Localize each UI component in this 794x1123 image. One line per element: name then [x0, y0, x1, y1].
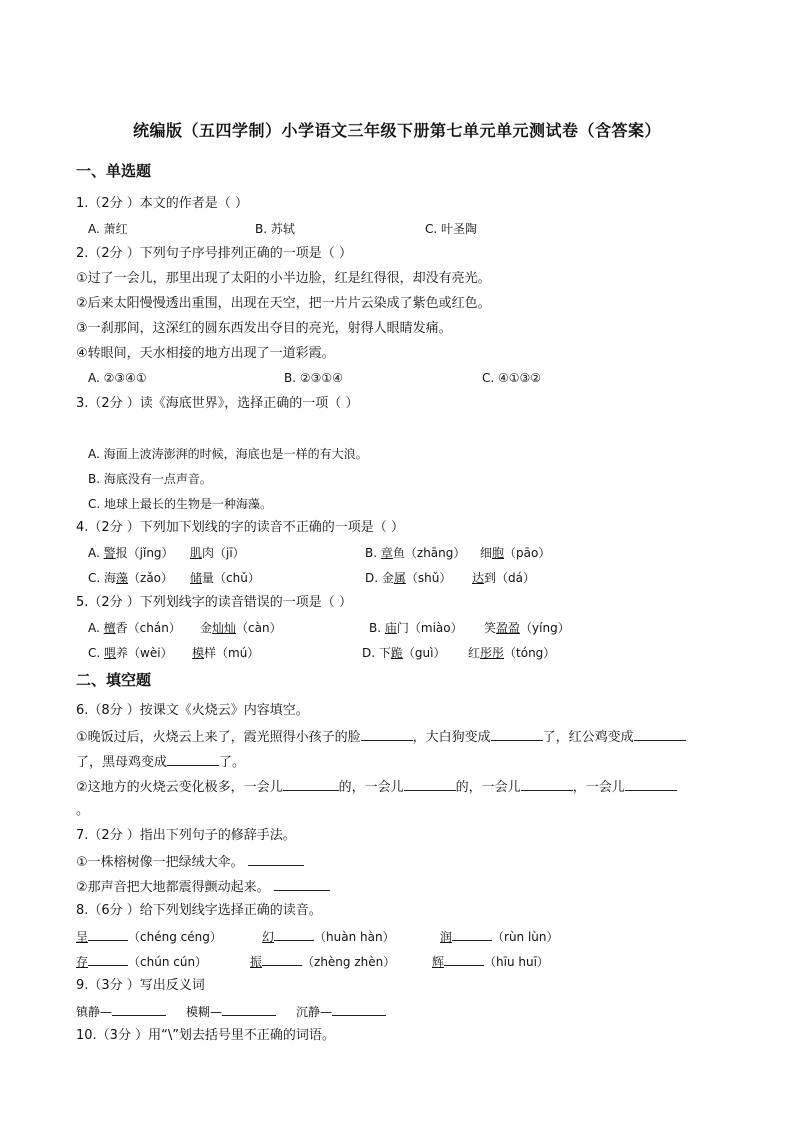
q8-item-4	[76, 952, 207, 971]
q5-option-a	[88, 619, 181, 637]
q5-d2-suffix: （tóng）	[504, 646, 556, 660]
q2-sentence-2: ②后来太阳慢慢透出重围，出现在天空，把一片片云染成了紫色或红色。	[76, 296, 491, 311]
section-single-choice: 一、单选题	[76, 162, 152, 180]
q4-option-c	[88, 569, 173, 587]
q4-option-b-second	[480, 544, 550, 562]
q5-d2-underlined: 彤彤	[480, 646, 505, 660]
q8-blank-4[interactable]	[88, 952, 128, 966]
q5-d1-prefix: D. 下	[362, 646, 391, 660]
q4-stem: 4.（2分 ）下列加下划线的字的读音不正确的一项是（ ）	[76, 520, 404, 535]
q5-d1-suffix: （guì）	[402, 646, 446, 660]
q4-b1-underlined: 章	[380, 546, 393, 560]
q8-pinyin-5: （zhèng zhèn）	[302, 955, 396, 969]
q9-word-2: 模糊—	[186, 1005, 223, 1019]
q4-c1-prefix: C. 海	[88, 571, 117, 585]
q8-item-5	[250, 952, 395, 971]
q3-option-b: B. 海底没有一点声音。	[88, 472, 212, 486]
q6-text-3b: 的，一会儿	[338, 780, 404, 795]
q5-c2-underlined: 模	[192, 646, 205, 660]
q6-blank-6[interactable]	[404, 777, 456, 791]
q9-word-3: 沉静—	[296, 1005, 333, 1019]
q2-sentence-1: ①过了一会儿，那里出现了太阳的小半边脸，红是红得很，却没有亮光。	[76, 271, 491, 286]
q6-blank-7[interactable]	[521, 777, 573, 791]
q5-a2-suffix: （càn）	[236, 621, 282, 635]
q6-text-1a: ①晚饭过后，火烧云上来了，霞光照得小孩子的脸	[76, 730, 361, 745]
q6-stem: 6.（8分 ）按课文《火烧云》内容填空。	[76, 703, 309, 718]
q4-d2-underlined: 达	[472, 571, 485, 585]
q9-blank-3[interactable]	[332, 1002, 386, 1016]
q7-blank-2[interactable]	[274, 877, 330, 891]
q5-option-c	[88, 644, 173, 662]
q4-a2-underlined: 肌	[190, 546, 203, 560]
q8-item-6	[432, 952, 549, 971]
q4-option-a	[88, 544, 174, 562]
q4-d2-suffix: 到（dá）	[484, 571, 535, 585]
q4-b1-prefix: B.	[365, 546, 381, 560]
q8-item-2	[262, 927, 395, 946]
q9-blank-2[interactable]	[222, 1002, 276, 1016]
q6-text-3a: ②这地方的火烧云变化极多，一会儿	[76, 780, 283, 795]
q1-option-b: B. 苏轼	[255, 222, 295, 236]
q10-stem: 10.（3分 ）用“\”划去括号里不正确的词语。	[76, 1028, 335, 1043]
q4-d1-suffix: （shǔ）	[405, 571, 452, 585]
q4-a1-suffix: 报（jǐng）	[115, 546, 174, 560]
q6-text-3d: ，一会儿	[572, 780, 625, 795]
q9-stem: 9.（3分 ）写出反义词	[76, 978, 205, 993]
q7-text-2: ②那声音把大地都震得颤动起来。	[76, 880, 270, 895]
q8-item-3	[440, 927, 559, 946]
q2-stem: 2.（2分 ）下列句子序号排列正确的一项是（ ）	[76, 246, 352, 261]
q5-b2-suffix: （yíng）	[520, 621, 570, 635]
q5-a2-underlined: 灿灿	[212, 621, 237, 635]
q8-blank-3[interactable]	[452, 927, 492, 941]
q8-word-4: 存	[76, 955, 89, 969]
q8-pinyin-4: （chún cún）	[128, 955, 208, 969]
q6-line-3	[76, 777, 677, 797]
q8-blank-1[interactable]	[88, 927, 128, 941]
q5-a1-suffix: 香（chán）	[115, 621, 181, 635]
q8-blank-2[interactable]	[274, 927, 314, 941]
q8-blank-5[interactable]	[262, 952, 302, 966]
q8-word-2: 幻	[262, 930, 275, 944]
q9-blank-1[interactable]	[112, 1002, 166, 1016]
q4-option-b	[365, 544, 465, 562]
q4-c2-underlined: 储	[190, 571, 203, 585]
q5-option-b	[369, 619, 463, 637]
q6-blank-4[interactable]	[167, 752, 219, 766]
q2-option-c: C. ④①③②	[482, 371, 542, 385]
q5-stem: 5.（2分 ）下列划线字的读音错误的一项是（ ）	[76, 595, 352, 610]
q4-option-d-second	[472, 569, 535, 587]
q2-sentence-3: ③一刹那间，这深红的圆东西发出夺目的亮光，射得人眼睛发痛。	[76, 321, 452, 336]
q4-b2-suffix: （pāo）	[504, 546, 551, 560]
q6-blank-8[interactable]	[625, 777, 677, 791]
q5-b1-prefix: B.	[369, 621, 385, 635]
q5-option-c-second	[192, 644, 259, 662]
q5-option-d	[362, 644, 445, 662]
q5-a1-underlined: 檀	[103, 621, 116, 635]
q4-option-a-second	[190, 544, 245, 562]
q5-d1-underlined: 跪	[390, 646, 403, 660]
q5-d2-prefix: 红	[468, 646, 481, 660]
q5-c1-prefix: C.	[88, 646, 105, 660]
q4-c1-underlined: 藻	[116, 571, 129, 585]
q6-blank-5[interactable]	[283, 777, 339, 791]
q9-item-1	[76, 1002, 166, 1021]
q5-c2-suffix: 样（mú）	[204, 646, 260, 660]
q5-a2-prefix: 金	[200, 621, 213, 635]
q6-blank-2[interactable]	[491, 727, 543, 741]
q6-text-2b: 了。	[219, 755, 246, 770]
exam-title: 统编版（五四学制）小学语文三年级下册第七单元单元测试卷（含答案）	[132, 121, 661, 140]
q4-c1-suffix: （zǎo）	[128, 571, 174, 585]
q5-b1-suffix: 门（miào）	[396, 621, 463, 635]
q8-stem: 8.（6分 ）给下列划线字选择正确的读音。	[76, 903, 322, 918]
q6-line-2	[76, 752, 245, 772]
q5-option-d-second	[468, 644, 555, 662]
q7-sentence-2	[76, 877, 330, 897]
q7-blank-1[interactable]	[248, 852, 304, 866]
q8-pinyin-1: （chéng céng）	[128, 930, 222, 944]
q8-pinyin-6: （hīu huī）	[484, 955, 549, 969]
q6-line-4: 。	[76, 803, 90, 818]
q4-b2-prefix: 细	[480, 546, 493, 560]
q8-word-3: 润	[440, 930, 453, 944]
q3-option-c: C. 地球上最长的生物是一种海藻。	[88, 497, 273, 511]
q5-option-b-second	[484, 619, 570, 637]
q4-c2-suffix: 量（chǔ）	[202, 571, 260, 585]
q7-sentence-1	[76, 852, 304, 872]
q4-option-d	[365, 569, 451, 587]
q7-text-1: ①一株榕树像一把绿绒大伞。	[76, 855, 244, 870]
q6-text-1b: ，大白狗变成	[412, 730, 491, 745]
q5-b2-prefix: 笑	[484, 621, 497, 635]
q7-stem: 7.（2分 ）指出下列句子的修辞手法。	[76, 828, 296, 843]
q2-sentence-4: ④转眼间，天水相接的地方出现了一道彩霞。	[76, 346, 335, 361]
q6-blank-1[interactable]	[361, 727, 413, 741]
q1-option-c: C. 叶圣陶	[425, 222, 478, 236]
q8-item-1	[76, 927, 222, 946]
q6-blank-3[interactable]	[634, 727, 686, 741]
q1-stem: 1.（2分 ）本文的作者是（ ）	[76, 196, 248, 211]
q4-b2-underlined: 胞	[492, 546, 505, 560]
q6-text-3c: 的，一会儿	[455, 780, 521, 795]
q5-c1-underlined: 喂	[104, 646, 117, 660]
q1-option-a: A. 萧红	[88, 222, 128, 236]
q8-word-5: 振	[250, 955, 263, 969]
q6-line-1	[76, 727, 686, 747]
q2-option-b: B. ②③①④	[284, 371, 343, 385]
q3-stem: 3.（2分 ）读《海底世界》，选择正确的一项（ ）	[76, 396, 359, 411]
q6-text-1c: 了，红公鸡变成	[542, 730, 634, 745]
q4-b1-suffix: 鱼（zhāng）	[392, 546, 466, 560]
q5-b1-underlined: 庙	[384, 621, 397, 635]
q3-option-a: A. 海面上波涛澎湃的时候，海底也是一样的有大浪。	[88, 447, 368, 461]
q8-pinyin-3: （rùn lùn）	[492, 930, 559, 944]
q4-a2-suffix: 肉（jī）	[202, 546, 245, 560]
q5-a1-prefix: A.	[88, 621, 104, 635]
q5-c1-suffix: 养（wèi）	[116, 646, 173, 660]
q4-d1-underlined: 属	[393, 571, 406, 585]
q4-a1-prefix: A.	[88, 546, 104, 560]
q8-word-6: 辉	[432, 955, 445, 969]
q4-option-c-second	[190, 569, 260, 587]
q9-item-3	[296, 1002, 386, 1021]
q4-a1-underlined: 警	[103, 546, 116, 560]
q8-pinyin-2: （huàn hàn）	[314, 930, 395, 944]
q5-b2-underlined: 盈盈	[496, 621, 521, 635]
q8-blank-6[interactable]	[444, 952, 484, 966]
q8-word-1: 呈	[76, 930, 89, 944]
q4-d1-prefix: D. 金	[365, 571, 394, 585]
q9-item-2	[186, 1002, 276, 1021]
q6-text-2a: 了，黑母鸡变成	[76, 755, 168, 770]
q5-option-a-second	[200, 619, 282, 637]
q9-word-1: 镇静—	[76, 1005, 113, 1019]
q2-option-a: A. ②③④①	[88, 371, 147, 385]
section-fill-blank: 二、填空题	[76, 671, 152, 689]
